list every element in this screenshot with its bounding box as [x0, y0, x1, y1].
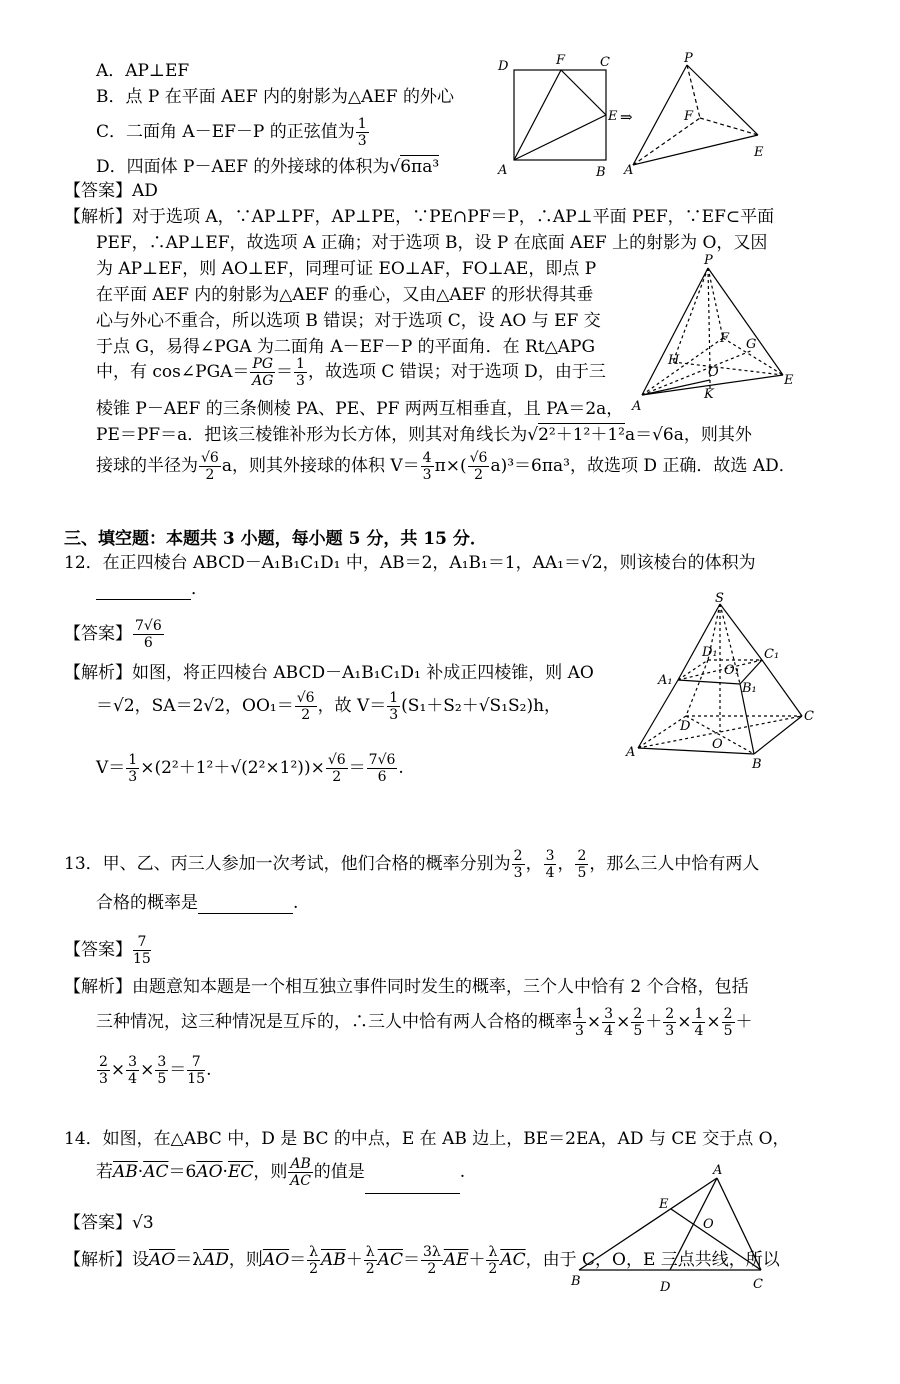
- option-a: A．AP⊥EF: [96, 61, 190, 81]
- q12-answer: 【答案】 $\frac{7√6}{6}$: [64, 618, 162, 651]
- tri-d: D: [660, 1280, 671, 1295]
- option-c: C．二面角 A－EF－P 的正弦值为 $\frac{1}{3}$: [96, 116, 367, 149]
- label-p: P: [684, 51, 693, 66]
- q13-stem: 13．甲、乙、丙三人参加一次考试，他们合格的概率分别为 $\frac{2}{3}$ ， $\frac{3}{4}$ ， $\frac{2}{5}$ ，那么三人中恰有两人: [64, 848, 760, 881]
- q11-ana-line7: 棱锥 P－AEF 的三条侧棱 PA、PE、PF 两两互相垂直，且 PA＝2a，: [96, 399, 624, 419]
- f-o1: O₁: [724, 663, 740, 678]
- label-f: F: [556, 53, 566, 68]
- q11-ana-line3: 为 AP⊥EF，则 AO⊥EF，同理可证 EO⊥AF，FO⊥AE，即点 P: [96, 259, 597, 279]
- f-c1: C₁: [764, 647, 780, 662]
- q12-ana-line2: ＝√2，SA＝2√2，OO₁＝ $\frac{√6}{2}$ ，故 V＝ $\frac{1}{3}$ (S₁＋S₂＋√S₁S₂)h，: [96, 690, 562, 723]
- t-h: H: [668, 353, 680, 368]
- label-a2: A: [624, 163, 634, 178]
- q13-ana-line1: 【解析】由题意知本题是一个相互独立事件同时发生的概率，三个人中恰有 2 个合格，包括: [64, 977, 749, 997]
- option-d: D．四面体 P－AEF 的外接球的体积为√6πa³: [96, 157, 440, 177]
- square-fold-figure: [490, 50, 800, 180]
- f-a1: A₁: [658, 673, 673, 688]
- t-f: F: [720, 331, 730, 346]
- q13-ana-line3: $\frac{2}{3}$ × $\frac{3}{4}$ × $\frac{3}{5}$ ＝ $\frac{7}{15}$ .: [99, 1054, 212, 1087]
- t-e: E: [784, 373, 794, 388]
- q14-stem: 14．如图，在△ABC 中，D 是 BC 的中点，E 在 AB 边上，BE＝2EA，AD 与 CE 交于点 O，: [64, 1129, 790, 1149]
- q11-ana-volume: 接球的半径为 $\frac{√6}{2}$ a，则其外接球的体积 V＝ $\frac{4}{3}$ π×( $\frac{√6}{2}$ a)³＝6πa³，故选项 D 正确．故选 AD．: [96, 450, 796, 483]
- q12-ana-line1: 【解析】如图，将正四棱台 ABCD－A₁B₁C₁D₁ 补成正四棱锥，则 AO: [64, 663, 594, 683]
- tri-e: E: [659, 1197, 669, 1212]
- q11-ana-line1: 【解析】对于选项 A，∵AP⊥PF，AP⊥PE，∵PE∩PF＝P，∴AP⊥平面 PEF，∵EF⊂平面: [64, 207, 775, 227]
- triangle-figure: [565, 1158, 785, 1298]
- t-g: G: [746, 337, 757, 352]
- t-o: O: [708, 365, 719, 380]
- t-a: A: [632, 399, 642, 414]
- tri-b: B: [571, 1274, 581, 1289]
- arrow: ⇒: [620, 108, 633, 126]
- label-a: A: [498, 163, 508, 178]
- q13-stem2: 合格的概率是 .: [96, 893, 299, 913]
- label-d: D: [498, 59, 509, 74]
- q11-answer: 【答案】AD: [64, 181, 158, 201]
- f-b1: B₁: [742, 681, 757, 696]
- t-p: P: [704, 253, 713, 268]
- f-c: C: [804, 709, 814, 724]
- q13-answer: 【答案】 $\frac{7}{15}$: [64, 934, 151, 967]
- q12-stem: 12．在正四棱台 ABCD－A₁B₁C₁D₁ 中，AB＝2，A₁B₁＝1，AA₁＝√2，则该棱台的体积为: [64, 553, 756, 573]
- q14-stem2: 若$\overline{AB}\cdot\overline{AC}=6\overline{AO}\cdot\overline{EC}$，则 $\frac{AB}{AC}$ 的值是 .: [96, 1150, 465, 1194]
- tri-a: A: [713, 1163, 723, 1178]
- label-f2: F: [684, 109, 694, 124]
- label-e: E: [608, 109, 618, 124]
- label-e2: E: [754, 145, 764, 160]
- f-a: A: [626, 745, 636, 760]
- tri-c: C: [753, 1277, 763, 1292]
- q11-ana-line2: PEF，∴AP⊥EF，故选项 A 正确；对于选项 B，设 P 在底面 AEF 上的射影为 O，又因: [96, 233, 768, 253]
- f-s: S: [715, 592, 724, 606]
- q14-answer: 【答案】√3: [64, 1213, 154, 1233]
- frustum-figure: [620, 592, 820, 772]
- q11-ana-line5: 心与外心不重合，所以选项 B 错误；对于选项 C，设 AO 与 EF 交: [96, 311, 601, 331]
- f-b: B: [752, 757, 762, 772]
- label-b: B: [596, 165, 606, 180]
- f-d1: D₁: [702, 645, 718, 660]
- q11-ana-line6: 于点 G，易得∠PGA 为二面角 A－EF－P 的平面角．在 Rt△APG: [96, 337, 596, 357]
- label-c: C: [600, 55, 610, 70]
- t-k: K: [704, 387, 714, 402]
- tri-o: O: [703, 1217, 714, 1232]
- q11-ana-diag: PE＝PF＝a．把该三棱锥补形为长方体，则其对角线长为√2²＋1²＋1²a＝√6a，则其外: [96, 425, 752, 445]
- f-o: O: [712, 737, 723, 752]
- q12-blank: ．: [96, 578, 208, 600]
- q14-ana: 【解析】设$\overline{AO}=\lambda\overline{AD}$，则$\overline{AO}=$ $\frac{\lambda}{2}$ $\overline{AB}+$ $\frac{\lambda}{2}$ $\overline{AC}=$ $\frac{3\lambda}{2}$ $\overline{AE}+$ $\frac{\lambda}{2}$ $\overline{AC}$，由于 C，O，E 三点共线，所以: [64, 1244, 780, 1277]
- q13-ana-line2: 三种情况，这三种情况是互斥的，∴三人中恰有两人合格的概率 $\frac{1}{3}$ × $\frac{3}{4}$ × $\frac{2}{5}$ ＋ $\frac{2}{3}$ × $\frac{1}{4}$ × $\frac{2}{5}$ ＋: [96, 1006, 753, 1039]
- option-b: B．点 P 在平面 AEF 内的射影为△AEF 的外心: [96, 87, 454, 107]
- section-title: 三、填空题：本题共 3 小题，每小题 5 分，共 15 分．: [64, 529, 487, 549]
- q11-ana-line4: 在平面 AEF 内的射影为△AEF 的垂心，又由△AEF 的形状得其垂: [96, 285, 594, 305]
- tetrahedron-figure: [628, 250, 798, 415]
- q12-ana-line3: V＝ $\frac{1}{3}$ ×(2²＋1²＋√(2²×1²))× $\frac{√6}{2}$ ＝ $\frac{7√6}{6}$ .: [96, 752, 404, 785]
- f-d: D: [680, 719, 691, 734]
- q11-ana-cos: 中，有 cos∠PGA＝ $\frac{PG}{AG}$ ＝ $\frac{1}{3}$ ，故选项 C 错误；对于选项 D，由于三: [96, 356, 606, 389]
